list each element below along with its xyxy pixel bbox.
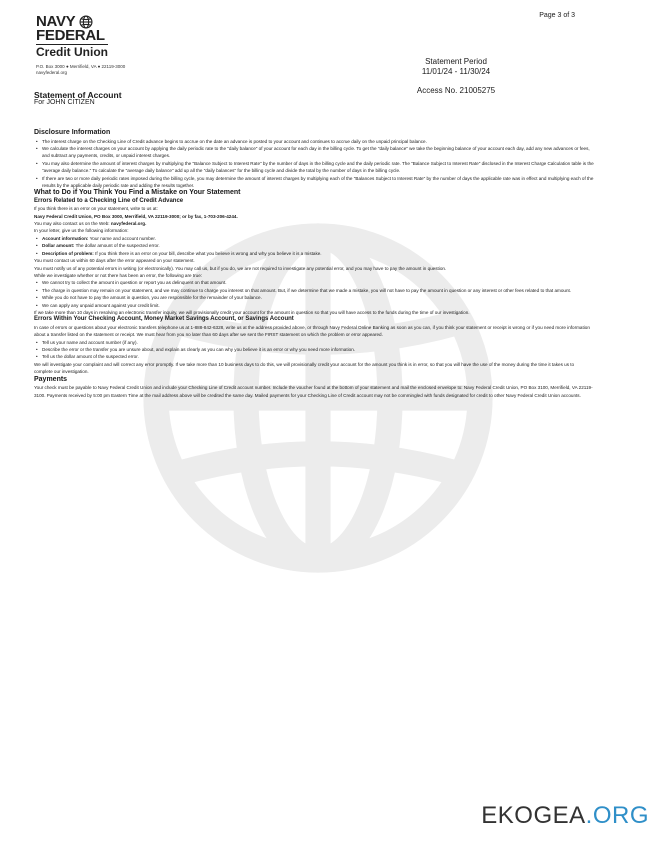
web-prefix: You may also contact us on the Web: (34, 221, 111, 227)
payments-text: Your check must be payable to Navy Federal Credit Union and include your Checking Line of Credit account number. Include the voucher found at the bottom of your statement and mail the enclosed envelope to: Navy Federal Credit Union, PO Box 3100, Merrifield, VA 22119-3100. Payments received by 5:00 pm Eastern Time at the mail address above will be credited the same day. Mailed payments for your Checking Line of Credit account may not be commingled with funds designated for credit to other Navy Federal Credit Union accounts. (34, 385, 593, 398)
mailing-address: Navy Federal Credit Union, PO Box 3000, Merrifield, VA 22119-3000; or by fax, 1-703-206-4244. (34, 213, 238, 219)
list-item: • If there are two or more daily periodic rates imposed during the billing cycle, you may determine the amount of interest charges by multiplying each of the "Balances Subject to Interest Rate" by the number of days the applicable rate was in effect and multiplying each of the results by the applicable daily periodic rate and adding the results together. (34, 175, 594, 190)
list-item (34, 235, 594, 242)
list-item: • You may also determine the amount of interest charges by multiplying the "Balance Subject to Interest Rate" by the number of days in the billing cycle and the daily periodic rate. The "Balance Subject to Interest Rate" disclosed in the Interest Charge Calculation table is the "average daily balance." To calculate the "average daily balance" add up all the "daily balances" for the billing cycle and divide the total by the number of days in the billing cycle. (34, 160, 594, 175)
ekogea-watermark (481, 802, 649, 830)
list-item (34, 242, 594, 249)
ten-days-text: If we take more than 10 days in resolving an electronic transfer inquiry, we will provisionally credit your account for the amount in question so that you will have access to the funds during the time of our investigation. (34, 309, 470, 315)
bank-website: navyfederal.org (36, 70, 68, 75)
list-item: • We cannot try to collect the amount in question or report you as delinquent on that amount. (34, 279, 594, 286)
write-intro: If you think there is an error on your statement, write to us at: (34, 206, 158, 212)
web-link[interactable]: navyfederal.org. (110, 221, 147, 227)
statement-title: Statement of Account (34, 90, 122, 100)
item-text: The dollar amount of the suspected error. (74, 243, 160, 249)
list-item: • While you do not have to pay the amount in question, you are responsible for the remainder of your balance. (34, 294, 594, 301)
investigation-list (34, 279, 594, 309)
disclosure-list (34, 138, 594, 190)
page-number: Page 3 of 3 (539, 12, 575, 19)
item-text: Your name and account number. (88, 235, 156, 241)
notify-text: You must notify us of any potential errors in writing (or electronically). You may call us, but if you do, we are not required to investigate any potential error, and you may have to pay the amount in question. (34, 265, 447, 271)
list-item: • Tell us your name and account number (if any). (34, 339, 594, 346)
checking-errors-heading: Errors Within Your Checking Account, Money Market Savings Account, or Savings Account (34, 316, 294, 323)
logo-line-navy: NAVY (36, 13, 76, 30)
mistake-heading: What to Do if You Think You Find a Mistake on Your Statement (34, 189, 241, 197)
list-item: • Tell us the dollar amount of the suspected error. (34, 353, 594, 360)
item-label: Dollar amount: (42, 243, 75, 249)
logo-line-credit-union: Credit Union (36, 45, 108, 59)
checking-errors-text: In case of errors or questions about your electronic transfers telephone us at 1-888-842-6328, write us at the address provided above, or through Navy Federal Online Banking as soon as you can, if you think your statement or receipt is wrong or if you need more information about a transfer listed on the statement or receipt. We must hear from you no later than 60 days after we sent the FIRST statement on which the problem or error appeared. (34, 324, 590, 338)
bank-address: P.O. Box 3000 ● Merrifield, VA ● 22119-3000 (36, 64, 126, 69)
list-item: • The charge in question may remain on your statement, and we may continue to charge you interest on that amount. But, if we determine that we made a mistake, you will not have to pay the amount in question or any interest or other fees related to that amount. (34, 287, 594, 294)
info-list (34, 235, 594, 257)
list-item: • Describe the error or the transfer you are unsure about, and explain as clearly as you can why you believe it is an error or why you need more information. (34, 346, 594, 353)
payments-heading: Payments (34, 375, 68, 383)
statement-content (34, 129, 594, 399)
ekogea-name: EKOGEA (481, 802, 586, 829)
statement-period (394, 57, 518, 77)
list-item: • The interest charge on the Checking Line of Credit advance begins to accrue on the date an advance is posted to your account and continues to accrue daily on the unpaid principal balance. (34, 138, 594, 145)
navy-federal-logo (36, 14, 146, 76)
list-item: • We can apply any unpaid amount against your credit limit. (34, 302, 594, 309)
item-label: Account information: (42, 235, 89, 241)
statement-for: For JOHN CITIZEN (34, 99, 95, 106)
checking-errors-list (34, 339, 594, 361)
item-label: Description of problem: (42, 250, 94, 256)
statement-period-value: 11/01/24 - 11/30/24 (421, 67, 491, 76)
logo-line-federal: FEDERAL (36, 27, 105, 44)
list-item: • We calculate the interest charges on your account by applying the daily periodic rate to the "daily balance" of your account for each day in the billing cycle. To get the "daily balance" we take the beginning balance of your account each day, add any new advances or fees, and subtract any payments, credits, or unpaid interest charges. (34, 145, 594, 160)
ekogea-suffix: .ORG (585, 802, 649, 829)
access-number: Access No. 21005275 (416, 86, 496, 95)
web-contact (34, 220, 594, 227)
statement-period-label: Statement Period (425, 57, 487, 66)
give-us-text: In your letter, give us the following information: (34, 228, 129, 234)
checking-errors-closing: We will investigate your complaint and will correct any error promptly. If we take more than 10 business days to do this, we will provisionally credit your account for the amount you think is in error, so that you will have the use of the money during the time it takes us to complete our investigation. (34, 361, 575, 375)
contact-within-text: You must contact us within 60 days after the error appeared on your statement. (34, 258, 195, 264)
list-item (34, 250, 594, 257)
while-investigate-text: While we investigate whether or not there has been an error, the following are true: (34, 272, 203, 278)
disclosure-heading: Disclosure Information (34, 129, 111, 136)
loc-errors-heading: Errors Related to a Checking Line of Credit Advance (34, 197, 184, 204)
item-text: If you think there is an error on your bill, describe what you believe is wrong and why you believe it is a mistake. (93, 250, 322, 256)
